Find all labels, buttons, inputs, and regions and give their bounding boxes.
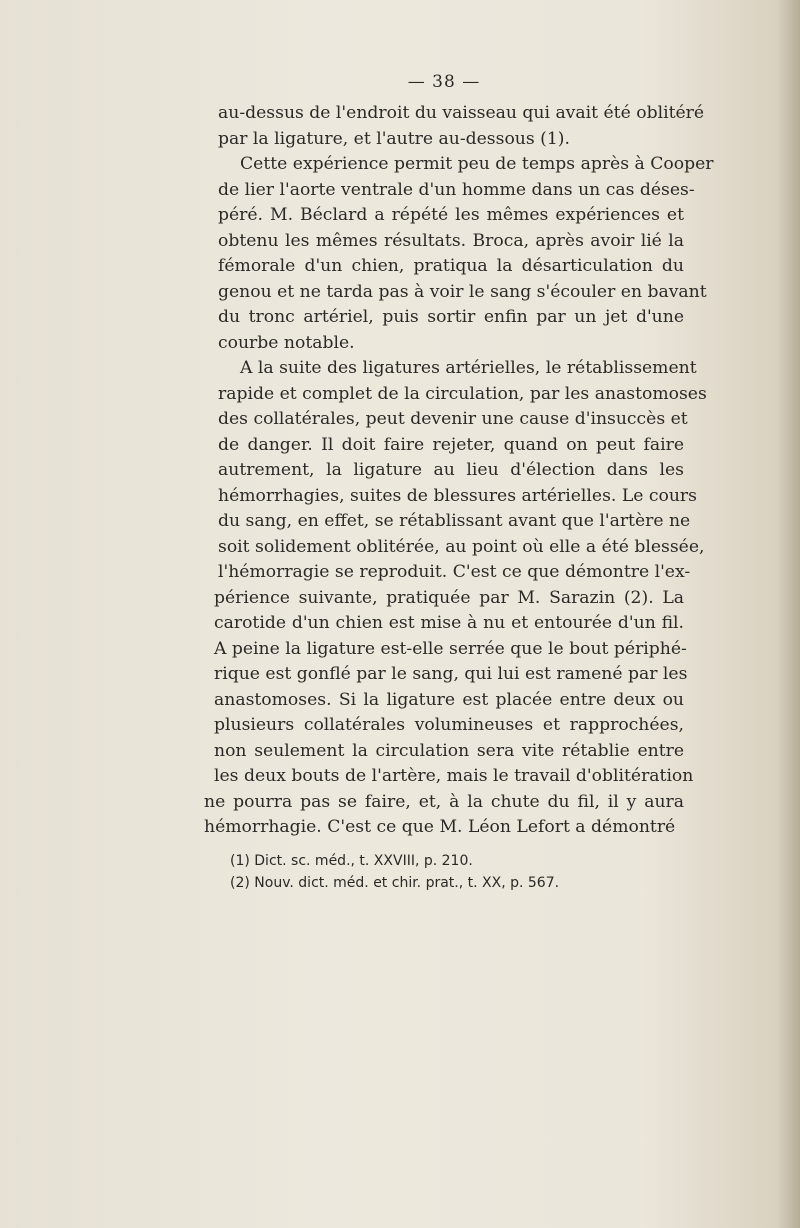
text-line: courbe notable.	[218, 332, 355, 353]
text-line: l'hémorragie se reproduit. C'est ce que démontre l'ex-	[218, 562, 691, 582]
text-line: ne pourra pas se faire, et, à la chute du fil, il y aura	[204, 791, 684, 812]
text-line: genou et ne tarda pas à voir le sang s'écouler en bavant	[218, 281, 707, 302]
page-edge-shadow	[778, 0, 800, 1228]
text-line: au-dessus de l'endroit du vaisseau qui avait été oblitéré	[218, 103, 705, 123]
body-text	[204, 101, 714, 841]
text-line: fémorale d'un chien, pratiqua la désarticulation du	[218, 256, 684, 276]
text-line: péré. M. Béclard a répété les mêmes expériences et	[218, 205, 684, 225]
text-line: rique est gonflé par le sang, qui lui est ramené par les	[214, 664, 688, 684]
text-line: rapide et complet de la circulation, par les anastomoses	[218, 383, 707, 404]
text-line: hémorrhagie. C'est ce que M. Léon Lefort a démontré	[204, 817, 676, 837]
text-line: plusieurs collatérales volumineuses et rapprochées,	[214, 715, 684, 735]
text-line: Cette expérience permit peu de temps après à Cooper	[240, 154, 714, 174]
text-line: du sang, en effet, se rétablissant avant que l'artère ne	[218, 511, 691, 531]
text-line: hémorrhagies, suites de blessures artérielles. Le cours	[218, 485, 697, 506]
text-line: des collatérales, peut devenir une cause d'insuccès et	[218, 409, 688, 429]
text-line: A la suite des ligatures artérielles, le rétablissement	[240, 358, 697, 378]
text-line: par la ligature, et l'autre au-dessous (1).	[218, 128, 570, 149]
footnote-1: (1) Dict. sc. méd., t. XXVIII, p. 210.	[230, 853, 473, 869]
text-line: de lier l'aorte ventrale d'un homme dans un cas déses-	[218, 179, 695, 200]
footnote-2: (2) Nouv. dict. méd. et chir. prat., t. XX, p. 567.	[230, 875, 560, 891]
text-line: obtenu les mêmes résultats. Broca, après avoir lié la	[218, 230, 684, 251]
text-line: soit solidement oblitérée, au point où elle a été blessée,	[218, 536, 705, 557]
text-line: de danger. Il doit faire rejeter, quand on peut faire	[218, 434, 684, 455]
text-line: carotide d'un chien est mise à nu et entourée d'un fil.	[214, 613, 684, 633]
text-line: A peine la ligature est-elle serrée que le bout périphé-	[214, 638, 687, 659]
text-line: périence suivante, pratiquée par M. Sarazin (2). La	[214, 587, 684, 608]
text-line: les deux bouts de l'artère, mais le travail d'oblitération	[214, 766, 694, 786]
footnotes	[230, 850, 670, 894]
text-line: anastomoses. Si la ligature est placée entre deux ou	[214, 689, 684, 710]
text-line: du tronc artériel, puis sortir enfin par un jet d'une	[218, 307, 684, 327]
text-line: non seulement la circulation sera vite rétablie entre	[214, 740, 684, 761]
text-line: autrement, la ligature au lieu d'élection dans les	[218, 460, 684, 480]
page-number: — 38 —	[407, 72, 481, 92]
